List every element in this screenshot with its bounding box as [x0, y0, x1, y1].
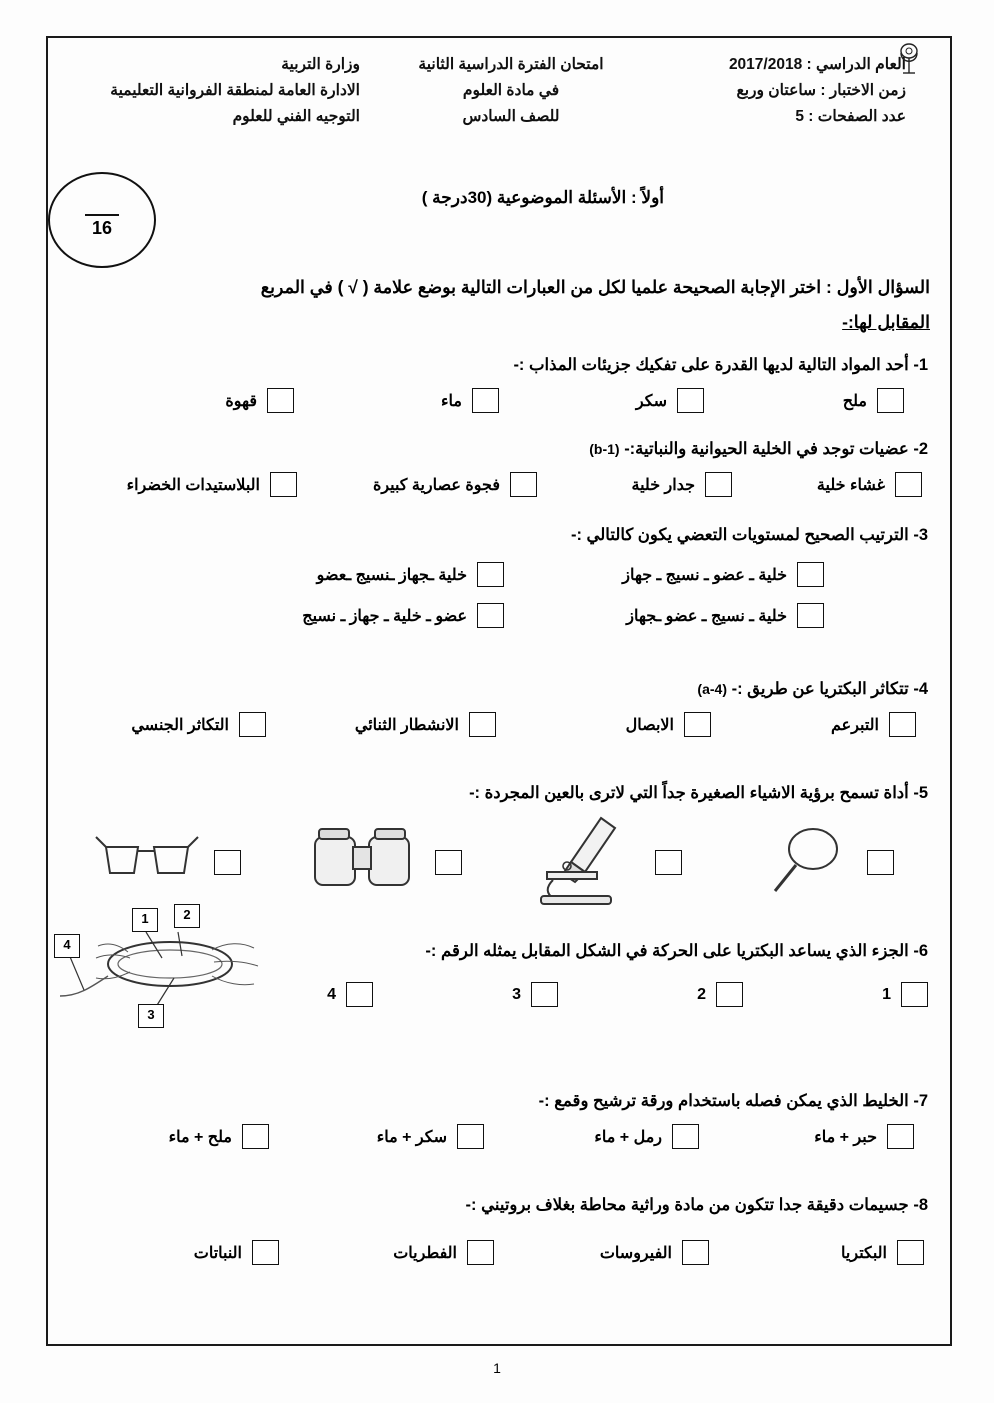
checkbox-3-a[interactable]	[797, 562, 824, 587]
checkbox-2-d[interactable]	[270, 472, 297, 497]
option-1-d[interactable]	[225, 388, 294, 413]
option-8-c-label: الفطريات	[393, 1244, 457, 1262]
option-1-b-label: سكر	[635, 392, 667, 410]
option-8-b-label: الفيروسات	[599, 1244, 672, 1262]
question-7-number: 7-	[913, 1092, 928, 1110]
option-2-d[interactable]	[127, 472, 297, 497]
option-6-d[interactable]	[327, 982, 373, 1007]
question-1-body: أحد المواد التالية لديها القدرة على تفكيك جزيئات المذاب :-	[513, 356, 909, 374]
checkbox-3-b[interactable]	[477, 562, 504, 587]
question1-heading: السؤال الأول : اختر الإجابة الصحيحة علميا لكل من العبارات التالية بوضع علامة ( √ ) في المربع	[260, 277, 930, 297]
option-7-d-label: ملح + ماء	[168, 1128, 232, 1146]
score-value: 16	[91, 217, 113, 238]
question-1-text	[94, 352, 934, 378]
magnifier-icon	[763, 821, 855, 904]
option-7-a-label: حبر + ماء	[814, 1128, 877, 1146]
checkbox-1-a[interactable]	[877, 388, 904, 413]
bacteria-label-3: 3	[138, 1004, 164, 1028]
question-2-code: (b-1)	[589, 441, 620, 457]
checkbox-7-b[interactable]	[672, 1124, 699, 1149]
checkbox-1-b[interactable]	[677, 388, 704, 413]
option-4-d[interactable]	[131, 712, 266, 737]
option-4-c[interactable]	[266, 712, 496, 737]
header-grade: للصف السادس	[462, 108, 560, 125]
option-6-c-label: 3	[512, 985, 521, 1003]
checkbox-6-a[interactable]	[901, 982, 928, 1007]
checkbox-4-a[interactable]	[889, 712, 916, 737]
option-1-b[interactable]	[499, 388, 704, 413]
question-item-3	[94, 522, 934, 628]
question-5-number: 5-	[913, 784, 928, 802]
question-3-number: 3-	[913, 526, 928, 544]
option-4-a-label: التبرعم	[831, 716, 879, 734]
checkbox-2-b[interactable]	[705, 472, 732, 497]
option-4-b-label: الابصال	[625, 716, 674, 734]
option-5-d[interactable]	[94, 825, 241, 900]
option-6-d-label: 4	[327, 985, 336, 1003]
bacteria-label-1: 1	[132, 908, 158, 932]
option-8-b[interactable]	[494, 1240, 709, 1265]
checkbox-5-d[interactable]	[214, 850, 241, 875]
header-guidance: التوجيه الفني للعلوم	[232, 108, 360, 125]
header-subject: في مادة العلوم	[462, 82, 560, 99]
option-2-d-label: البلاستيدات الخضراء	[126, 476, 260, 494]
option-7-c-label: سكر + ماء	[376, 1128, 447, 1146]
checkbox-2-a[interactable]	[895, 472, 922, 497]
option-4-b[interactable]	[496, 712, 711, 737]
question-7-body: الخليط الذي يمكن فصله باستخدام ورقة ترشيح وقمع :-	[538, 1092, 909, 1110]
option-6-a-label: 1	[882, 985, 891, 1003]
option-4-c-label: الانشطار الثنائي	[354, 716, 459, 734]
question-item-1	[94, 352, 934, 413]
option-8-a-label: البكتريا	[841, 1244, 887, 1262]
question-2-number: 2-	[913, 440, 928, 458]
checkbox-8-c[interactable]	[467, 1240, 494, 1265]
question1-heading-line2: المقابل لها:-	[842, 312, 930, 332]
option-5-b[interactable]	[462, 810, 683, 915]
option-3-b[interactable]	[317, 562, 504, 587]
question-5-body: أداة تسمح برؤية الاشياء الصغيرة جداً التي لاترى بالعين المجردة :-	[469, 784, 909, 802]
header-exam-title: امتحان الفترة الدراسية الثانية	[418, 56, 604, 73]
option-8-c[interactable]	[279, 1240, 494, 1265]
option-3-b-label: خلية ـجهاز ـنسيج ـعضو	[316, 566, 467, 584]
checkbox-5-a[interactable]	[867, 850, 894, 875]
binoculars-icon	[303, 819, 423, 906]
option-2-c-label: فجوة عصارية كبيرة	[372, 476, 500, 494]
section-title: أولاً : الأسئلة الموضوعية (30درجة )	[421, 188, 664, 207]
question-item-7	[94, 1088, 934, 1149]
page-number: 1	[493, 1360, 501, 1376]
header-pages: عدد الصفحات : 5	[795, 108, 906, 125]
checkbox-5-b[interactable]	[655, 850, 682, 875]
microscope-icon	[523, 810, 643, 915]
header-duration: زمن الاختبار : ساعتان وربع	[736, 82, 906, 99]
option-7-a[interactable]	[699, 1124, 914, 1149]
checkbox-8-d[interactable]	[252, 1240, 279, 1265]
score-circle	[48, 172, 156, 268]
question-2-body: عضيات توجد في الخلية الحيوانية والنباتية:-	[624, 440, 909, 458]
option-3-a-label: خلية ـ عضو ـ نسيج ـ جهاز	[622, 566, 787, 584]
question-4-code: (a-4)	[697, 681, 727, 697]
bacteria-label-4: 4	[54, 934, 80, 958]
option-1-d-label: قهوة	[225, 392, 257, 410]
header-ministry: وزارة التربية	[281, 56, 360, 73]
option-7-b-label: رمل + ماء	[594, 1128, 662, 1146]
checkbox-8-a[interactable]	[897, 1240, 924, 1265]
checkbox-4-d[interactable]	[239, 712, 266, 737]
checkbox-6-c[interactable]	[531, 982, 558, 1007]
bacteria-label-2: 2	[174, 904, 200, 928]
option-2-c[interactable]	[297, 472, 537, 497]
question-7-text	[94, 1088, 934, 1114]
question-3-body: الترتيب الصحيح لمستويات التعضي يكون كالتالي :-	[570, 526, 909, 544]
question-4-text	[94, 676, 934, 702]
header-directorate: الادارة العامة لمنطقة الفروانية التعليمية	[110, 82, 360, 99]
checkbox-3-d[interactable]	[477, 603, 504, 628]
checkbox-2-c[interactable]	[510, 472, 537, 497]
option-1-a[interactable]	[704, 388, 904, 413]
checkbox-6-b[interactable]	[716, 982, 743, 1007]
option-3-c[interactable]	[504, 603, 824, 628]
question-item-4	[94, 676, 934, 737]
checkbox-6-d[interactable]	[346, 982, 373, 1007]
option-4-d-label: التكاثر الجنسي	[131, 716, 229, 734]
option-2-b[interactable]	[537, 472, 732, 497]
option-3-d[interactable]	[302, 603, 504, 628]
option-4-a[interactable]	[711, 712, 916, 737]
option-3-a[interactable]	[504, 562, 824, 587]
checkbox-4-c[interactable]	[469, 712, 496, 737]
ministry-emblem-icon	[894, 42, 924, 76]
question-3-text	[94, 522, 934, 548]
option-2-a[interactable]	[732, 472, 922, 497]
option-8-a[interactable]	[709, 1240, 924, 1265]
option-2-b-label: جدار خلية	[631, 476, 695, 494]
option-2-a-label: غشاء خلية	[816, 476, 885, 494]
glasses-icon	[94, 825, 202, 900]
option-3-c-label: خلية ـ نسيج ـ عضو ـجهاز	[626, 607, 787, 625]
document-header	[60, 52, 940, 164]
question-4-number: 4-	[913, 680, 928, 698]
option-5-a[interactable]	[682, 821, 894, 904]
option-7-c[interactable]	[269, 1124, 484, 1149]
option-1-c[interactable]	[294, 388, 499, 413]
question-8-body: جسيمات دقيقة جدا تتكون من مادة وراثية محاطة بغلاف بروتيني :-	[465, 1196, 909, 1214]
header-year: العام الدراسي : 2017/2018	[728, 56, 906, 73]
option-8-d-label: النباتات	[193, 1244, 242, 1262]
question-item-6	[214, 938, 934, 1007]
option-1-a-label: ملح	[842, 392, 867, 410]
option-6-b[interactable]	[558, 982, 743, 1007]
option-1-c-label: ماء	[441, 392, 462, 410]
checkbox-1-c[interactable]	[472, 388, 499, 413]
question-6-number: 6-	[913, 942, 928, 960]
question-6-text	[214, 938, 934, 964]
checkbox-3-c[interactable]	[797, 603, 824, 628]
option-7-b[interactable]	[484, 1124, 699, 1149]
option-7-d[interactable]	[169, 1124, 269, 1149]
option-6-c[interactable]	[373, 982, 558, 1007]
option-6-a[interactable]	[743, 982, 928, 1007]
checkbox-1-d[interactable]	[267, 388, 294, 413]
checkbox-8-b[interactable]	[682, 1240, 709, 1265]
option-8-d[interactable]	[194, 1240, 279, 1265]
question-8-number: 8-	[913, 1196, 928, 1214]
checkbox-7-c[interactable]	[457, 1124, 484, 1149]
question-2-text	[94, 436, 934, 462]
checkbox-5-c[interactable]	[435, 850, 462, 875]
question-1-number: 1-	[913, 356, 928, 374]
question-6-body: الجزء الذي يساعد البكتريا على الحركة في الشكل المقابل يمثله الرقم :-	[425, 942, 909, 960]
checkbox-7-a[interactable]	[887, 1124, 914, 1149]
question-item-8	[94, 1192, 934, 1265]
question-item-2	[94, 436, 934, 497]
question-5-text	[94, 780, 934, 806]
score-divider	[85, 214, 119, 216]
question-8-text	[94, 1192, 934, 1218]
question-4-body: تتكاثر البكتريا عن طريق :-	[731, 680, 909, 698]
option-6-b-label: 2	[697, 985, 706, 1003]
option-3-d-label: عضو ـ خلية ـ جهاز ـ نسيج	[302, 607, 467, 625]
checkbox-7-d[interactable]	[242, 1124, 269, 1149]
checkbox-4-b[interactable]	[684, 712, 711, 737]
